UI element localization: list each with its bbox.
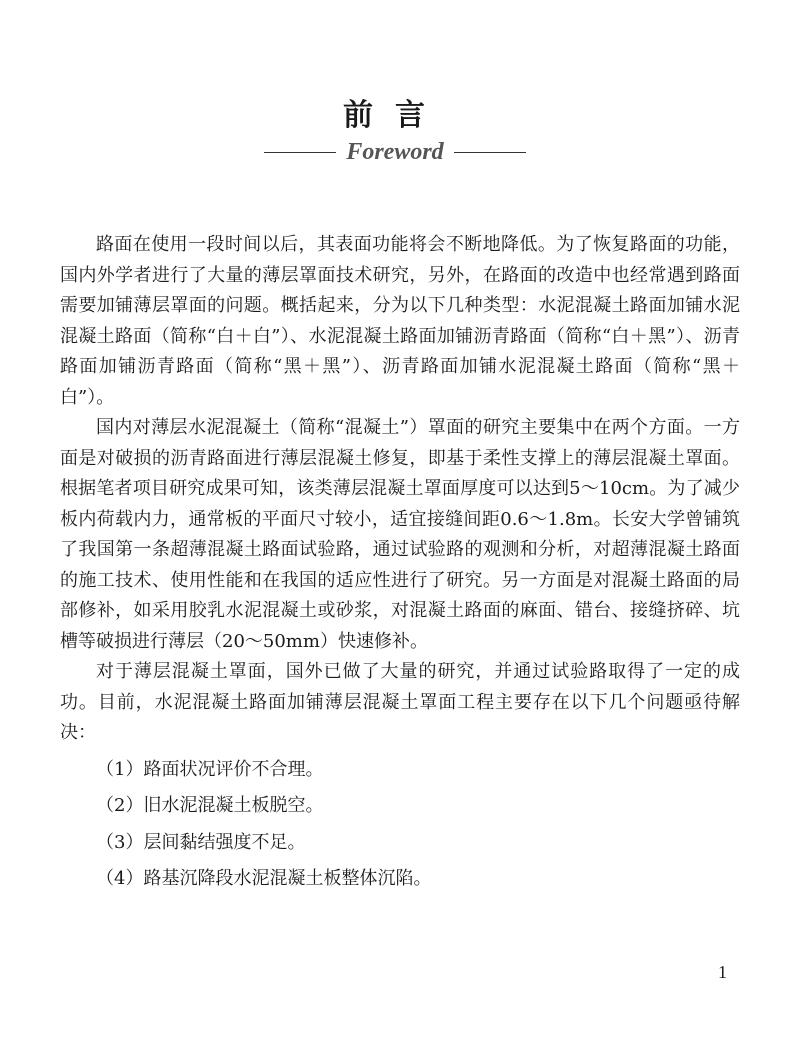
issue-item-2: （2）旧水泥混凝土板脱空。 <box>96 795 324 816</box>
issue-item-4: （4）路基沉降段水泥混凝土板整体沉陷。 <box>96 868 432 889</box>
paragraph-2: 国内对薄层水泥混凝土（简称“混凝土”）罩面的研究主要集中在两个方面。一方面是对破损的沥青路面进行薄层混凝土修复，即基于柔性支撑上的薄层混凝土罩面。根据笔者项目研究成果可知，该类薄层混凝土罩面厚度可以达到5～10cm。为了减少板内荷载内力，通常板的平面尺寸较小，适宜接缝间距0.6～1.8m。长安大学曾铺筑了我国第一条超薄混凝土路面试验路，通过试验路的观测和分析，对超薄混凝土路面的施工技术、使用性能和在我国的适应性进行了研究。另一方面是对混凝土路面的局部修补，如采用胶乳水泥混凝土或砂浆，对混凝土路面的麻面、错台、接缝挤碎、坑槽等破损进行薄层（20～50mm）快速修补。 <box>60 417 740 652</box>
subtitle-row <box>0 136 790 168</box>
page-subtitle: Foreword <box>346 139 444 165</box>
issue-item-1: （1）路面状况评价不合理。 <box>96 758 324 780</box>
paragraph-3: 对于薄层混凝土罩面，国外已做了大量的研究，并通过试验路取得了一定的成功。目前，水泥混凝土路面加铺薄层混凝土罩面工程主要存在以下几个问题亟待解决： <box>60 661 740 743</box>
subtitle-rule-left <box>264 152 336 153</box>
subtitle-rule-right <box>454 152 526 153</box>
issue-item-3: （3）层间黏结强度不足。 <box>96 831 306 853</box>
page-title: 前言 <box>343 98 447 133</box>
page-number: 1 <box>718 962 727 982</box>
paragraph-1: 路面在使用一段时间以后，其表面功能将会不断地降低。为了恢复路面的功能，国内外学者进行了大量的薄层罩面技术研究，另外，在路面的改造中也经常遇到路面需要加铺薄层罩面的问题。概括起来，分为以下几种类型：水泥混凝土路面加铺水泥混凝土路面（简称“白＋白”）、水泥混凝土路面加铺沥青路面（简称“白＋黑”）、沥青路面加铺沥青路面（简称“黑＋黑”）、沥青路面加铺水泥混凝土路面（简称“黑＋白”）。 <box>60 234 740 408</box>
body-text <box>60 230 740 895</box>
